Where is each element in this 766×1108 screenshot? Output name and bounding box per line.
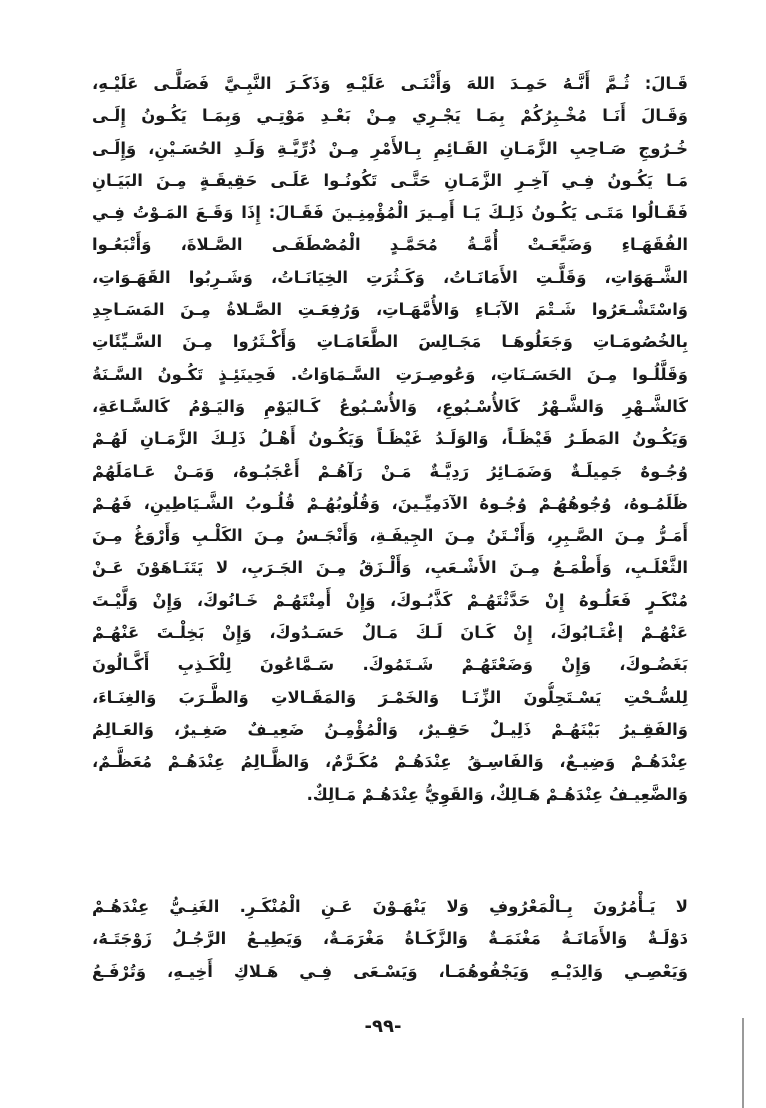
text-line: مُنْكَـرٍ فَعَلُـوهُ إِنْ حَدَّثْتَهُـمْ كَذَّبُـوكَ، وَإِنْ أَمِنْتَهُـمْ خَـانُوكَ، وَإِنْ وَلَّيْـتَ xyxy=(92,590,688,610)
text-line: الثَّعْلَـبِ، وَأَطْمَـعُ مِـنَ الأَشْـعَبِ، وَأَلْـزَقُ مِـنَ الجَـرَبِ، لا يَتَنَـاهَوْنَ عَـنْ xyxy=(92,558,688,578)
text-line: لا يَـأْمُرُونَ بِـالْمَعْرُوفِ وَلا يَنْهَـوْنَ عَـنِ الْمُنْكَـرِ. الغَنِـيُّ عِنْدَهُـمْ xyxy=(92,897,688,916)
text-line: الفُقَهَـاءِ وَضَيَّعَـتْ أُمَّـةُ مُحَمَّـدٍ الْمُصْطَفَـى الصَّـلاةَ، وَأَتْبَعُـوا xyxy=(92,235,688,255)
text-line: مَـا يَكُـونُ فِـي آخِـرِ الزَّمَـانِ حَتَّـى تَكُونُـوا عَلَـى حَقِيقَـةٍ مِـنَ البَيَـانِ xyxy=(92,170,688,190)
text-line: وَيَكُـونُ المَطَـرُ قَيْظَـاً، وَالوَلَـدُ غَيْظَـاً وَيَكُـونُ أَهْـلُ ذَلِـكَ الزَّمَـانِ لَهُـمْ xyxy=(92,429,688,449)
text-line: عِنْدَهُـمْ وَضِيـعٌ، وَالفَاسِـقُ عِنْدَهُـمْ مُكَـرَّمٌ، وَالظَّـالِمُ عِنْدَهُـمْ مُعَظَّـمٌ، xyxy=(92,752,688,772)
text-line: قَـالَ: ثُـمَّ أَنَّـهُ حَمِـدَ اللهَ وَأَثْنَـى عَلَيْـهِ وَذَكَـرَ النَّبِـيَّ فَصَلَّـى عَلَيْـهِ، xyxy=(92,74,688,93)
text-line: وَقَلَّلُـوا مِـنَ الحَسَـنَاتِ، وَعُوصِـرَتِ السَّـمَاوَاتُ. فَحِينَئِـذٍ تَكُـونُ السَّـنَةُ xyxy=(92,364,688,384)
text-line: بَغَضُـوكَ، وَإِنْ وَضَعْتَهُـمْ شَـتَمُوكَ. سَـمَّاعُونَ لِلْكَـذِبِ أَكَّـالُونَ xyxy=(92,655,688,675)
text-line: وَاسْتَشْـعَرُوا شَـتْمَ الآبَـاءِ وَالأُمَّهَـاتِ، وَرُفِعَـتِ الصَّـلاةُ مِـنَ المَسَـاجِدِ xyxy=(92,300,688,320)
page-edge-mark xyxy=(742,1018,744,1108)
text-line: لِلسُّـحْتِ يَسْـتَحِلُّونَ الزِّنَـا وَالخَمْـرَ وَالمَقَـالاتِ وَالطَّـرَبَ وَالغِنَـاءَ، xyxy=(92,687,688,707)
text-line: دَوْلَـةٌ وَالأَمَانَـةُ مَغْنَمَـةٌ وَالزَّكَـاةُ مَغْرَمَـةٌ، وَيَطِيـعُ الرَّجُـلُ زَوْجَتَـهُ، xyxy=(92,929,688,949)
text-line: وَالضَّعِيـفُ عِنْدَهُـمْ هَـالِكٌ، وَالقَوِيُّ عِنْدَهُـمْ مَـالِكٌ. xyxy=(306,784,688,804)
paragraph-2 xyxy=(92,891,688,988)
paragraph-1 xyxy=(92,68,688,811)
text-line: الشَّـهَوَاتِ، وَقَلَّـتِ الأَمَانَـاتُ، وَكَـثُرَتِ الخِيَانَـاتُ، وَشَـرِبُوا القَهَـوَاتِ، xyxy=(92,267,688,287)
text-line: أَمَـرُّ مِـنَ الصَّـبِرِ، وَأَنْـتَنُ مِـنَ الجِيفَـةِ، وَأَنْجَـسُ مِـنَ الكَلْـبِ وَأَرْوَغُ مِـنَ xyxy=(92,526,688,546)
text-line: كَالشَّـهْرِ وَالشَّـهْرُ كَالأُسْـبُوعِ، وَالأُسْـبُوعُ كَـاليَوْمِ وَاليَـوْمُ كَالسَّـاعَةِ، xyxy=(92,396,688,416)
text-line: وَالفَقِـيرُ بَيْنَهُـمْ ذَلِيـلٌ حَقِـيرٌ، وَالْمُؤْمِـنُ ضَعِيـفٌ صَغِـيرٌ، وَالعَـالِمُ xyxy=(92,719,688,739)
text-line: عَنْهُـمْ إغْتَـابُوكَ، إِنْ كَـانَ لَـكَ مَـالٌ حَسَـدُوكَ، وَإِنْ بَخِلْـتَ عَنْهُـمْ xyxy=(92,623,688,643)
page-number: -٩٩- xyxy=(364,1016,402,1037)
text-line: وُجُـوهٌ جَمِيلَـةٌ وَضَمَـائِرُ رَدِيَّـةٌ مَـنْ رَآهُـمْ أَعْجَبُـوهُ، وَمَـنْ عَـامَلَهُمْ xyxy=(92,461,688,481)
text-line: بِالخُصُومَـاتِ وَجَعَلُوهَـا مَجَـالِسَ الطَّعَامَـاتِ وَأَكْـثَرُوا مِـنَ السَّـيِّئَاتِ xyxy=(92,332,688,352)
text-line: وَقَـالَ أَنَـا مُخْـبِرُكُمْ بِمَـا يَجْـرِي مِـنْ بَعْـدِ مَوْتِـي وَبِمَـا يَكُـونُ إِلَـى xyxy=(92,106,688,126)
text-line: وَيَعْصِـي وَالِدَيْـهِ وَيَجْفُوهُمَـا، وَيَسْـعَى فِـي هَـلاكِ أَخِيـهِ، وَتُرْفَـعُ xyxy=(92,961,688,981)
text-line: ظَلَمُـوهُ، وُجُوهُهُـمْ وُجُـوهُ الآدَمِيِّـينَ، وَقُلُوبُهُـمْ قُلُـوبُ الشَّـيَاطِينِ، فَهُـمْ xyxy=(92,493,688,513)
text-line: خُـرُوجِ صَـاحِبِ الزَّمَـانِ القَـائِمِ بِـالأَمْرِ مِـنْ ذُرِّيَّـةِ وَلَـدِ الحُسَـيْنِ، وَإِلَـى xyxy=(92,138,688,158)
text-line: فَقَـالُوا مَتَـى يَكُـونُ ذَلِـكَ يَـا أَمِـيرَ الْمُؤْمِنِـينَ فَقَـالَ: إِذَا وَقَـعَ المَـوْتُ فِـي xyxy=(92,203,688,223)
